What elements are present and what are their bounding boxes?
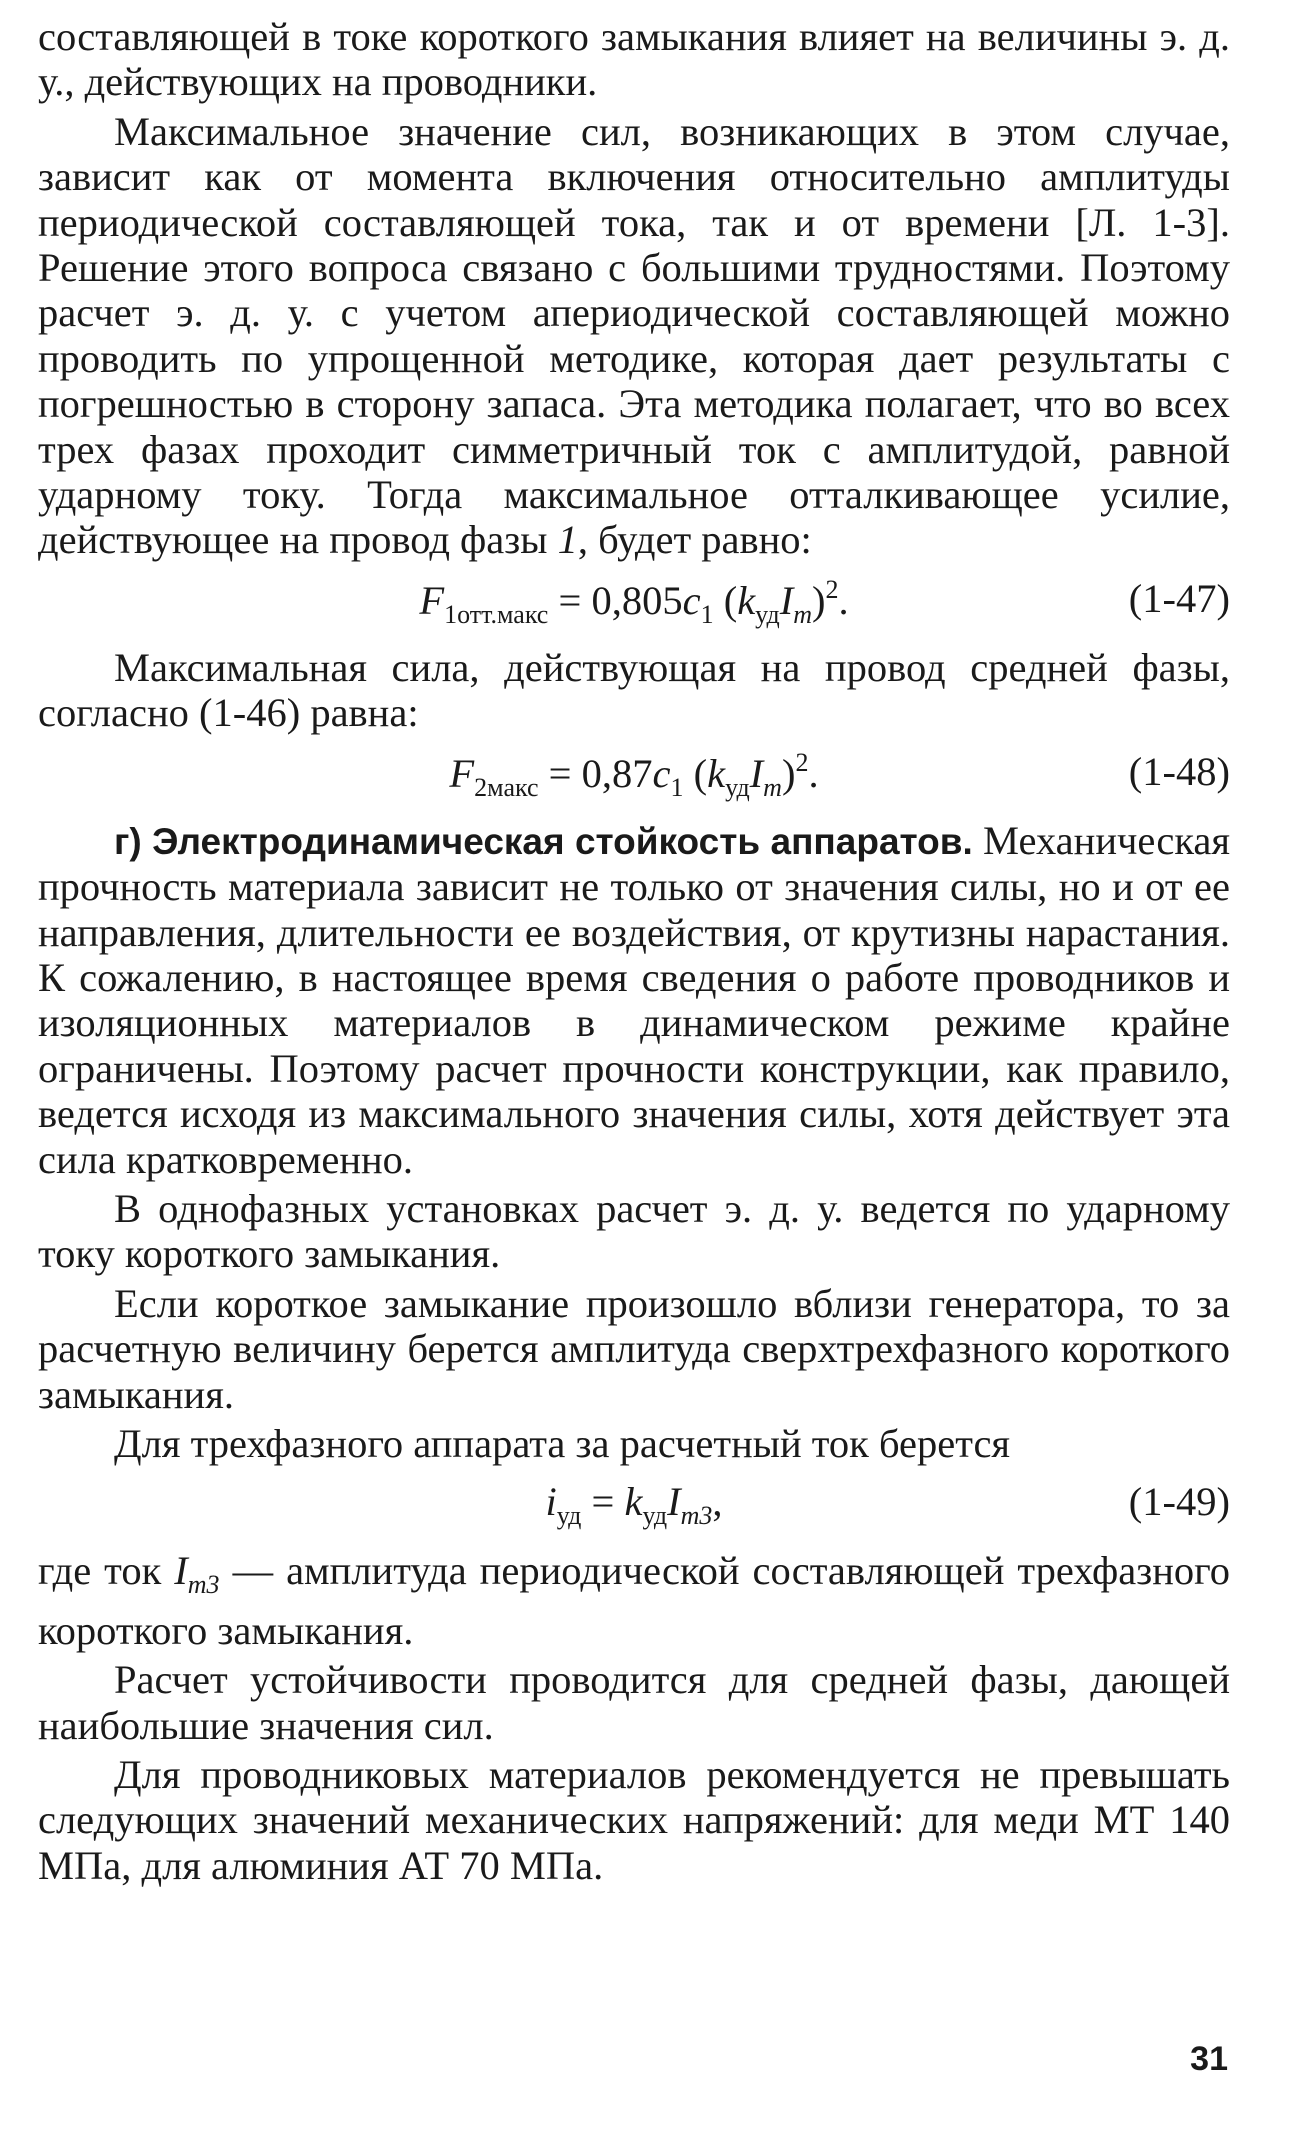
paragraph-3: Максимальная сила, действующая на провод средней фазы, согласно (1-46) равна: (38, 644, 1230, 736)
formula-1-47 (38, 571, 1230, 635)
paragraph-2-text: Максимальное значение сил, возникающих в этом случае, зависит как от момента включения относительно амплитуды периодической составляющей тока, так и от времени [Л. 1-3]. Решение этого вопроса связано с большими трудностями. Поэтому расчет э. д. у. с учетом апериодической составляющей можно проводить по упрощенной методике, которая дает результаты с погрешностью в сторону запаса. Эта методика полагает, что во всех трех фазах проходит симметричный ток с амплитудой, равной ударному току. Тогда максимальное отталкивающее усилие, действующее на провод фазы (38, 108, 1230, 563)
paragraph-9: Расчет устойчивости проводится для средней фазы, дающей наибольшие значения сил. (38, 1657, 1230, 1748)
formula-1-47-number: (1-47) (1128, 575, 1230, 621)
paragraph-10: Для проводниковых материалов рекомендуется не превышать следующих значений механических напряжений: для меди МТ 140 МПа, для алюминия АТ 70 МПа. (38, 1752, 1230, 1888)
phase-number: 1 (557, 517, 578, 563)
paragraph-7: Для трехфазного аппарата за расчетный ток берется (114, 1420, 1011, 1466)
paragraph-1: составляющей в токе короткого замыкания влияет на величины э. д. у., действующих на проводники. (38, 14, 1230, 105)
section-heading: г) Электродинамическая стойкость аппаратов. (114, 820, 973, 862)
paragraph-4 (38, 818, 1230, 1182)
formula-1-48-expression: $F_{2макс} = 0,87c_1$ $(k_{уд}I_m)^2$. (449, 747, 819, 802)
paragraph-2-end: , будет равно: (577, 517, 812, 563)
formula-1-49-number: (1-49) (1128, 1479, 1230, 1525)
formula-1-47-expression: $F_{1отт.макс} = 0,805c_1$ $(k_{уд}I_m)^2$. (419, 574, 849, 629)
formula-1-48-number: (1-48) (1128, 748, 1230, 794)
paragraph-8: где ток $I_{m3}$ — амплитуда периодической составляющей трехфазного короткого замыкания. (38, 1548, 1230, 1653)
formula-1-49 (38, 1474, 1230, 1538)
current-symbol: I (174, 1548, 188, 1594)
paragraph-2 (38, 109, 1230, 563)
page-number: 31 (1190, 2040, 1228, 2078)
formula-1-49-expression: $i_{уд} = k_{уд}I_{m3}$, (545, 1479, 723, 1531)
formula-1-48 (38, 744, 1230, 808)
paragraph-4-text: Механическая прочность материала зависит не только от значения силы, но и от ее направления, длительности ее воздействия, от крутизны нарастания. К сожалению, в настоящее время сведения о работе проводников и изоляционных материалов в динамическом режиме крайне ограничены. Поэтому расчет прочности конструкции, как правило, ведется исходя из максимального значения силы, хотя действует эта сила кратковременно. (38, 817, 1230, 1182)
paragraph-6: Если короткое замыкание произошло вблизи генератора, то за расчетную величину берется амплитуда сверхтрехфазного короткого замыкания. (38, 1280, 1230, 1417)
paragraph-5: В однофазных установках расчет э. д. у. ведется по ударному току короткого замыкания. (38, 1185, 1230, 1277)
